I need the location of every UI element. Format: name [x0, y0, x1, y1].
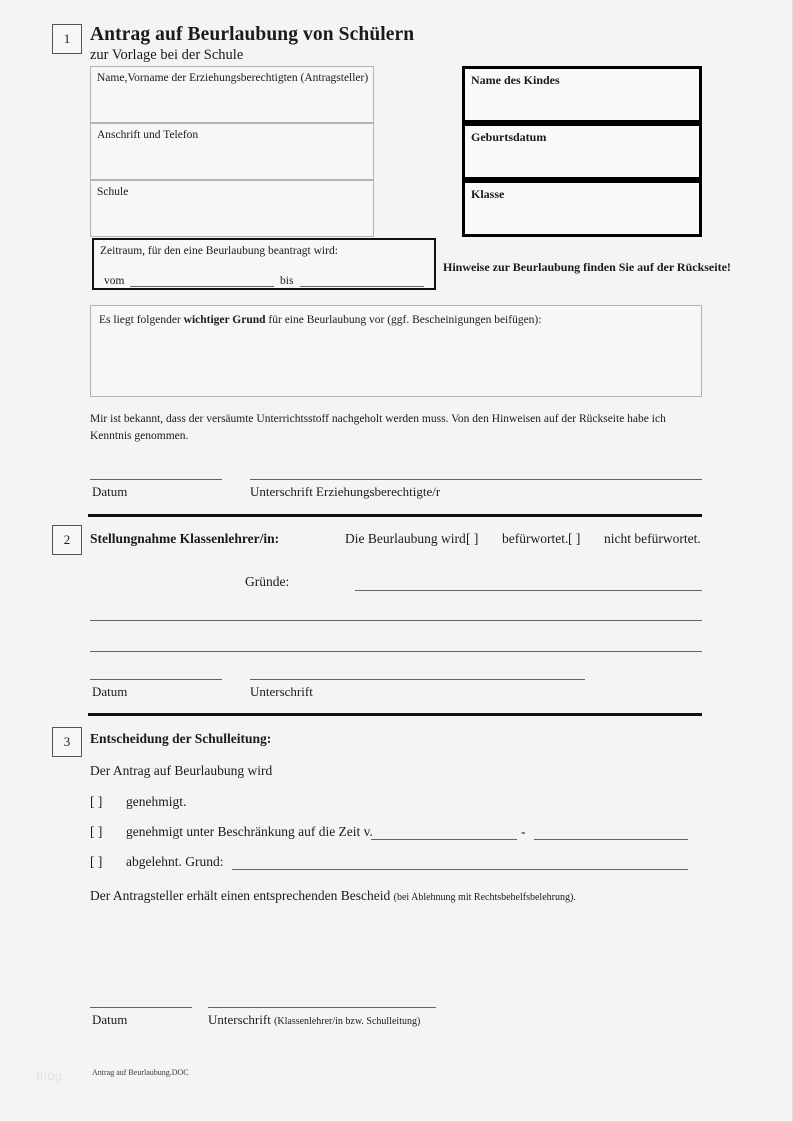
- s2-decision-prefix: Die Beurlaubung wird: [345, 531, 466, 546]
- s3-notice-paren: (bei Ablehnung mit Rechtsbehelfsbelehrung).: [393, 892, 576, 903]
- s3-denied-label: abgelehnt. Grund:: [126, 854, 224, 869]
- section-3-heading: Entscheidung der Schulleitung:: [90, 731, 272, 746]
- period-box[interactable]: [92, 238, 436, 290]
- s2-date-line[interactable]: [90, 679, 222, 680]
- section-3-divider: [88, 713, 702, 716]
- s3-signature-label: [208, 1012, 420, 1028]
- reason-box[interactable]: [90, 305, 702, 397]
- s3-granted-label: genehmigt.: [126, 794, 187, 809]
- s3-signature-line[interactable]: [208, 1007, 436, 1008]
- acknowledgement-text: Mir ist bekannt, dass der versäumte Unterrichtsstoff nachgeholt werden muss. Von den Hinweisen auf der Rückseite habe ich Kenntnis genommen.: [90, 413, 666, 443]
- s3-granted-checkbox[interactable]: [ ]: [90, 794, 103, 809]
- s3-denied-checkbox[interactable]: [ ]: [90, 854, 103, 869]
- page-subtitle: zur Vorlage bei der Schule: [90, 47, 244, 63]
- reason-text-bold: wichtiger Grund: [183, 314, 266, 326]
- s2-reject-label: nicht befürwortet.: [604, 531, 701, 546]
- s3-limited-label: genehmigt unter Beschränkung auf die Zeit v.: [126, 824, 373, 839]
- reason-text-before: Es liegt folgender: [99, 314, 184, 326]
- class-label: Klasse: [471, 187, 505, 201]
- s3-notice: [90, 888, 576, 904]
- section-2-divider: [88, 514, 702, 517]
- period-label: Zeitraum, für den eine Beurlaubung beantragt wird:: [100, 245, 338, 257]
- child-name-field[interactable]: [462, 66, 702, 123]
- watermark: blog: [36, 1068, 63, 1083]
- reason-text-after: für eine Beurlaubung vor (ggf. Bescheinigungen beifügen):: [265, 314, 542, 326]
- section-1-number: 1: [52, 24, 82, 54]
- reason-label: [91, 306, 701, 328]
- s2-reasons-line-2[interactable]: [90, 620, 702, 621]
- s2-reasons-label: Gründe:: [245, 574, 290, 589]
- address-phone-label: Anschrift und Telefon: [97, 129, 199, 141]
- s3-limited-to-input[interactable]: [534, 839, 688, 840]
- period-from-label: vom: [104, 275, 125, 287]
- period-to-input[interactable]: [300, 286, 424, 287]
- section-2-number: 2: [52, 525, 82, 555]
- s2-signature-label: Unterschrift: [250, 684, 313, 699]
- s3-date-label: Datum: [92, 1012, 128, 1027]
- s3-notice-main: Der Antragsteller erhält einen entsprechenden Bescheid: [90, 888, 394, 903]
- s3-limited-checkbox[interactable]: [ ]: [90, 824, 103, 839]
- birthdate-label: Geburtsdatum: [471, 130, 547, 144]
- s2-approve-checkbox[interactable]: [ ]: [466, 531, 479, 546]
- s1-date-label: Datum: [92, 484, 128, 499]
- s1-date-line[interactable]: [90, 479, 222, 480]
- s2-reasons-line-1[interactable]: [355, 590, 702, 591]
- address-phone-field[interactable]: [90, 123, 374, 180]
- section-2-heading: Stellungnahme Klassenlehrer/in:: [90, 531, 280, 546]
- s1-signature-line[interactable]: [250, 479, 702, 480]
- page-title: Antrag auf Beurlaubung von Schülern: [90, 24, 415, 45]
- footer-filename: Antrag auf Beurlaubung.DOC: [92, 1068, 189, 1077]
- section-3-number: 3: [52, 727, 82, 757]
- s2-reject-checkbox[interactable]: [ ]: [568, 531, 581, 546]
- s2-signature-line[interactable]: [250, 679, 585, 680]
- s1-signature-label: Unterschrift Erziehungsberechtigte/r: [250, 484, 441, 499]
- s3-limited-dash: -: [521, 824, 526, 839]
- class-field[interactable]: [462, 180, 702, 237]
- school-field[interactable]: [90, 180, 374, 237]
- applicant-name-field[interactable]: [90, 66, 374, 123]
- s3-intro: Der Antrag auf Beurlaubung wird: [90, 763, 273, 778]
- s3-limited-from-input[interactable]: [371, 839, 517, 840]
- backside-notice: Hinweise zur Beurlaubung finden Sie auf der Rückseite!: [443, 260, 731, 274]
- s3-signature-main: Unterschrift: [208, 1012, 275, 1027]
- s2-approve-label: befürwortet.: [502, 531, 569, 546]
- s3-denied-reason-input[interactable]: [232, 869, 688, 870]
- applicant-name-label: Name,Vorname der Erziehungsberechtigten (Antragsteller): [97, 72, 369, 84]
- s2-date-label: Datum: [92, 684, 128, 699]
- child-name-label: Name des Kindes: [471, 73, 560, 87]
- s2-reasons-line-3[interactable]: [90, 651, 702, 652]
- s3-date-line[interactable]: [90, 1007, 192, 1008]
- period-from-input[interactable]: [130, 286, 274, 287]
- birthdate-field[interactable]: [462, 123, 702, 180]
- school-label: Schule: [97, 186, 129, 198]
- s3-signature-paren: (Klassenlehrer/in bzw. Schulleitung): [274, 1016, 421, 1027]
- period-to-label: bis: [280, 275, 294, 287]
